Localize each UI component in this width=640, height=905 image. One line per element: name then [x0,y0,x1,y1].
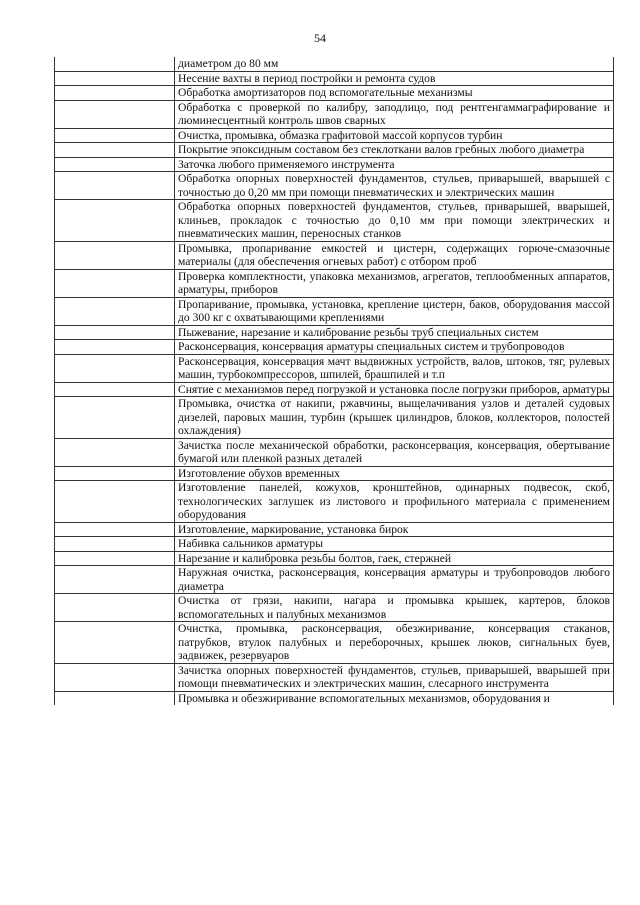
operation-cell: Пропаривание, промывка, установка, крепление цистерн, баков, оборудования массой до 300 кг с охватывающими креплениями [175,297,614,325]
table-row [55,71,614,86]
empty-cell [55,551,175,566]
operation-cell: Обработка опорных поверхностей фундаментов, стульев, приварышей, вварышей, клиньев, прокладок с точностью до 0,10 мм при помощи электрических и пневматических машин, переносных станков [175,200,614,242]
operation-cell: Промывка и обезжиривание вспомогательных механизмов, оборудования и [175,691,614,705]
empty-cell [55,128,175,143]
empty-cell [55,86,175,101]
operation-cell: Обработка опорных поверхностей фундаментов, стульев, приварышей, вварышей с точностью до 0,20 мм при помощи пневматических и электрических машин [175,172,614,200]
operation-cell: Очистка, промывка, расконсервация, обезжиривание, консервация стаканов, патрубков, втулок палубных и переборочных, крышек люков, сигнальных буев, задвижек, резервуаров [175,622,614,664]
operation-cell: Зачистка опорных поверхностей фундаментов, стульев, приварышей, вварышей при помощи пневматических и электрических машин, слесарного инструмента [175,663,614,691]
operation-cell: Изготовление обухов временных [175,466,614,481]
operation-cell: диаметром до 80 мм [175,57,614,71]
table-row [55,691,614,705]
empty-cell [55,537,175,552]
table-row [55,86,614,101]
table-row [55,522,614,537]
operation-cell: Очистка, промывка, обмазка графитовой массой корпусов турбин [175,128,614,143]
table-row [55,172,614,200]
table-row [55,297,614,325]
operations-table [54,57,614,705]
empty-cell [55,325,175,340]
operation-cell: Промывка, пропаривание емкостей и цистерн, содержащих горюче-смазочные материалы (для обеспечения огневых работ) с отбором проб [175,241,614,269]
table-row [55,594,614,622]
table-row [55,128,614,143]
empty-cell [55,143,175,158]
table-row [55,397,614,439]
empty-cell [55,438,175,466]
operation-cell: Наружная очистка, расконсервация, консервация арматуры и трубопроводов любого диаметра [175,566,614,594]
empty-cell [55,397,175,439]
table-row [55,57,614,71]
empty-cell [55,157,175,172]
table-row [55,566,614,594]
table-row [55,622,614,664]
table-row [55,382,614,397]
empty-cell [55,622,175,664]
operation-cell: Обработка амортизаторов под вспомогательные механизмы [175,86,614,101]
page-number: 54 [314,31,326,45]
operation-cell: Снятие с механизмов перед погрузкой и установка после погрузки приборов, арматуры [175,382,614,397]
table-row [55,269,614,297]
empty-cell [55,566,175,594]
empty-cell [55,354,175,382]
empty-cell [55,269,175,297]
table-row [55,157,614,172]
empty-cell [55,340,175,355]
empty-cell [55,522,175,537]
table-row [55,663,614,691]
table-row [55,241,614,269]
operation-cell: Заточка любого применяемого инструмента [175,157,614,172]
empty-cell [55,172,175,200]
operation-cell: Пыжевание, нарезание и калибрование резьбы труб специальных систем [175,325,614,340]
empty-cell [55,241,175,269]
operation-cell: Покрытие эпоксидным составом без стеклоткани валов гребных любого диаметра [175,143,614,158]
empty-cell [55,100,175,128]
operation-cell: Изготовление, маркирование, установка бирок [175,522,614,537]
empty-cell [55,466,175,481]
table-row [55,466,614,481]
table-row [55,481,614,523]
table-row [55,200,614,242]
table-row [55,100,614,128]
table-row [55,143,614,158]
table-row [55,340,614,355]
operation-cell: Промывка, очистка от накипи, ржавчины, выщелачивания узлов и деталей судовых дизелей, паровых машин, турбин (крышек цилиндров, блоков, коллекторов, полостей охлаждения) [175,397,614,439]
empty-cell [55,691,175,705]
operation-cell: Проверка комплектности, упаковка механизмов, агрегатов, теплообменных аппаратов, арматуры, приборов [175,269,614,297]
empty-cell [55,663,175,691]
table-row [55,551,614,566]
empty-cell [55,71,175,86]
operation-cell: Расконсервация, консервация мачт выдвижных устройств, валов, штоков, тяг, рулевых машин, турбокомпрессоров, шпилей, брашпилей и т.п [175,354,614,382]
operation-cell: Зачистка после механической обработки, расконсервация, консервация, обертывание бумагой или пленкой разных деталей [175,438,614,466]
empty-cell [55,57,175,71]
empty-cell [55,481,175,523]
operation-cell: Набивка сальников арматуры [175,537,614,552]
table-row [55,354,614,382]
table-row [55,537,614,552]
empty-cell [55,382,175,397]
operation-cell: Несение вахты в период постройки и ремонта судов [175,71,614,86]
operation-cell: Нарезание и калибровка резьбы болтов, гаек, стержней [175,551,614,566]
operation-cell: Очистка от грязи, накипи, нагара и промывка крышек, картеров, блоков вспомогательных и палубных механизмов [175,594,614,622]
table-row [55,325,614,340]
operation-cell: Расконсервация, консервация арматуры специальных систем и трубопроводов [175,340,614,355]
table-row [55,438,614,466]
empty-cell [55,594,175,622]
empty-cell [55,200,175,242]
empty-cell [55,297,175,325]
operation-cell: Обработка с проверкой по калибру, заподлицо, под рентгенгаммаграфирование и люминесцентный контроль швов сварных [175,100,614,128]
operation-cell: Изготовление панелей, кожухов, кронштейнов, одинарных подвесок, скоб, технологических заглушек из листового и профильного материала с применением оборудования [175,481,614,523]
